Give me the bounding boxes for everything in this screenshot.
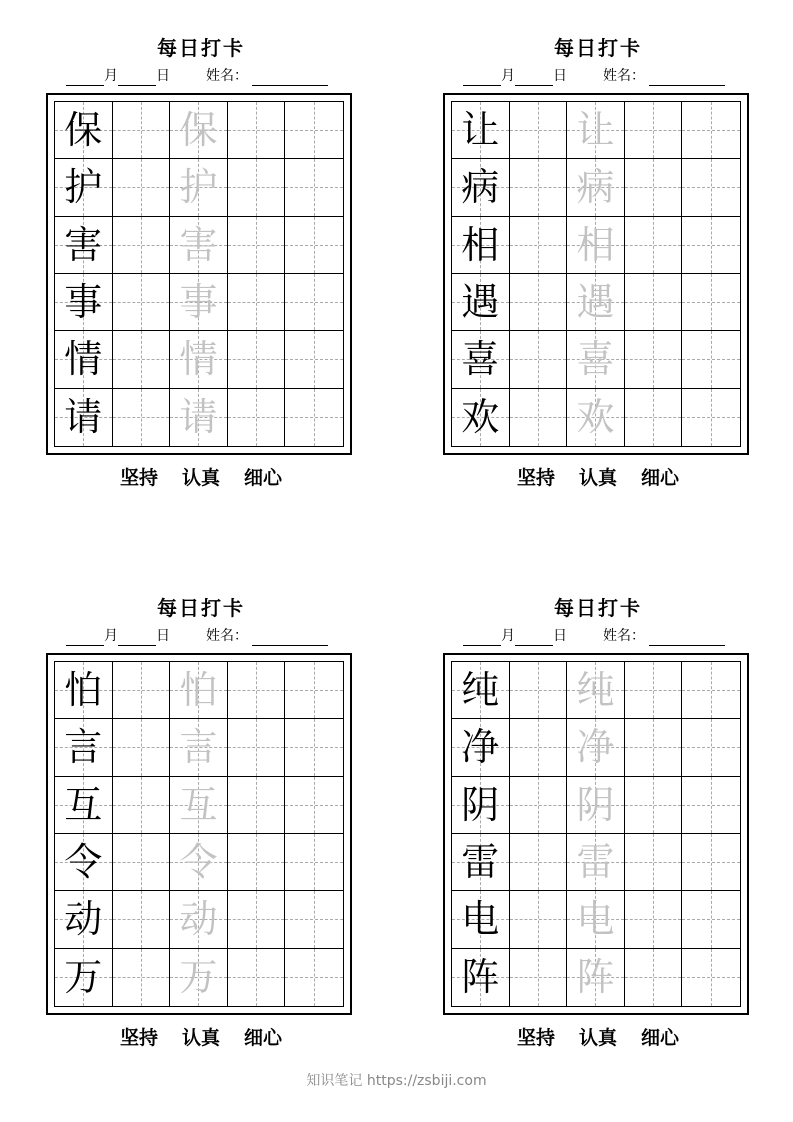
trace-char-cell[interactable] [170,274,228,331]
model-char: 纯 [461,668,500,713]
practice-cell[interactable] [625,719,683,776]
practice-cell[interactable] [228,662,286,719]
day-blank[interactable] [515,69,553,86]
motto-row [443,1025,753,1051]
practice-cell[interactable] [510,891,568,948]
practice-cell[interactable] [228,331,286,388]
motto-row [46,465,356,491]
practice-cell[interactable] [285,274,343,331]
motto-word: 认真 [578,467,617,489]
practice-cell[interactable] [228,834,286,891]
model-char: 动 [64,897,103,942]
practice-cell[interactable] [113,217,171,274]
trace-char-cell[interactable] [170,949,228,1006]
practice-cell[interactable] [682,834,740,891]
model-char-cell [55,662,113,719]
practice-cell[interactable] [625,389,683,446]
motto-word: 认真 [181,1027,220,1049]
motto-word: 细心 [244,1027,283,1049]
trace-char-cell[interactable] [170,777,228,834]
day-label: 日 [156,68,170,84]
trace-char-cell[interactable] [170,102,228,159]
name-label: 姓名： [206,628,248,644]
trace-char: 欢 [576,395,615,440]
practice-cell[interactable] [228,159,286,216]
practice-cell[interactable] [625,834,683,891]
trace-char: 遇 [576,280,615,325]
practice-cell[interactable] [682,217,740,274]
trace-char-cell[interactable] [567,719,625,776]
model-char: 电 [461,897,500,942]
month-blank[interactable] [463,69,501,86]
practice-cell[interactable] [682,719,740,776]
practice-cell[interactable] [285,389,343,446]
practice-cell[interactable] [510,274,568,331]
trace-char: 万 [179,955,218,1000]
practice-cell[interactable] [510,159,568,216]
trace-char-cell[interactable] [170,719,228,776]
practice-cell[interactable] [682,102,740,159]
model-char: 阵 [461,955,500,1000]
model-char: 怕 [64,668,103,713]
tian-grid [451,661,741,1007]
practice-cell[interactable] [285,662,343,719]
practice-cell[interactable] [228,274,286,331]
model-char: 万 [64,955,103,1000]
practice-cell[interactable] [113,274,171,331]
practice-cell[interactable] [510,389,568,446]
practice-cell[interactable] [228,217,286,274]
trace-char: 让 [576,108,615,153]
practice-cell[interactable] [285,159,343,216]
model-char: 遇 [461,280,500,325]
practice-cell[interactable] [682,389,740,446]
model-char: 事 [64,280,103,325]
practice-cell[interactable] [625,159,683,216]
practice-cell[interactable] [682,274,740,331]
practice-cell[interactable] [285,102,343,159]
practice-cell[interactable] [682,891,740,948]
model-char-cell [452,834,510,891]
practice-cell[interactable] [113,662,171,719]
practice-cell[interactable] [113,891,171,948]
trace-char-cell[interactable] [567,217,625,274]
model-char-cell [55,102,113,159]
motto-word: 坚持 [516,467,555,489]
motto-word: 坚持 [119,1027,158,1049]
date-name-row [66,626,328,646]
tian-grid [54,101,344,447]
model-char-cell [452,102,510,159]
practice-cell[interactable] [625,102,683,159]
trace-char: 纯 [576,668,615,713]
trace-char: 情 [179,337,218,382]
practice-cell[interactable] [625,777,683,834]
trace-char-cell[interactable] [567,834,625,891]
trace-char: 害 [179,222,218,267]
trace-char: 电 [576,897,615,942]
trace-char: 保 [179,108,218,153]
practice-cell[interactable] [113,949,171,1006]
trace-char-cell[interactable] [567,274,625,331]
practice-cell[interactable] [113,834,171,891]
month-blank[interactable] [66,629,104,646]
practice-cell[interactable] [625,217,683,274]
motto-word: 细心 [641,467,680,489]
practice-cell[interactable] [285,949,343,1006]
motto-row [443,465,753,491]
tian-grid [54,661,344,1007]
trace-char: 阵 [576,955,615,1000]
practice-cell[interactable] [510,331,568,388]
trace-char-cell[interactable] [170,891,228,948]
date-name-row [463,626,725,646]
model-char: 情 [64,337,103,382]
trace-char-cell[interactable] [170,834,228,891]
practice-cell[interactable] [113,777,171,834]
practice-cell[interactable] [113,102,171,159]
model-char: 阴 [461,782,500,827]
model-char-cell [55,719,113,776]
practice-cell[interactable] [113,719,171,776]
model-char: 请 [64,395,103,440]
name-blank[interactable] [649,629,725,646]
model-char-cell [452,217,510,274]
day-blank[interactable] [118,629,156,646]
trace-char: 怕 [179,668,218,713]
motto-word: 细心 [641,1027,680,1049]
model-char: 喜 [461,337,500,382]
practice-cell[interactable] [228,389,286,446]
model-char-cell [55,389,113,446]
model-char: 净 [461,725,500,770]
model-char: 让 [461,108,500,153]
trace-char-cell[interactable] [170,331,228,388]
date-name-row [463,66,725,86]
model-char-cell [55,777,113,834]
model-char: 令 [64,840,103,885]
trace-char: 相 [576,222,615,267]
trace-char-cell[interactable] [567,777,625,834]
model-char-cell [55,331,113,388]
model-char-cell [452,719,510,776]
practice-cell[interactable] [228,102,286,159]
model-char: 欢 [461,395,500,440]
practice-cell[interactable] [510,217,568,274]
date-name-row [66,66,328,86]
writing-frame [443,93,749,455]
trace-char-cell[interactable] [170,662,228,719]
model-char-cell [452,331,510,388]
practice-cell[interactable] [625,949,683,1006]
practice-cell[interactable] [682,662,740,719]
trace-char-cell[interactable] [567,891,625,948]
model-char-cell [55,949,113,1006]
model-char: 病 [461,165,500,210]
practice-cell[interactable] [682,159,740,216]
name-blank[interactable] [252,629,328,646]
day-label: 日 [156,628,170,644]
trace-char: 事 [179,280,218,325]
model-char: 保 [64,108,103,153]
motto-word: 坚持 [119,467,158,489]
practice-cell[interactable] [625,891,683,948]
trace-char: 雷 [576,840,615,885]
trace-char-cell[interactable] [567,331,625,388]
practice-cell[interactable] [113,331,171,388]
trace-char-cell[interactable] [567,662,625,719]
month-label: 月 [104,68,118,84]
trace-char: 令 [179,840,218,885]
trace-char: 言 [179,725,218,770]
practice-cell[interactable] [510,662,568,719]
name-label: 姓名： [206,68,248,84]
month-label: 月 [501,68,515,84]
trace-char: 病 [576,165,615,210]
model-char-cell [452,949,510,1006]
practice-cell[interactable] [682,949,740,1006]
tian-grid [451,101,741,447]
month-label: 月 [501,628,515,644]
motto-word: 认真 [181,467,220,489]
practice-cell[interactable] [625,274,683,331]
month-label: 月 [104,628,118,644]
model-char-cell [452,159,510,216]
card-title: 每日打卡 [554,596,642,620]
trace-char: 净 [576,725,615,770]
model-char: 相 [461,222,500,267]
name-blank[interactable] [252,69,328,86]
trace-char: 喜 [576,337,615,382]
motto-word: 坚持 [516,1027,555,1049]
month-blank[interactable] [66,69,104,86]
model-char: 护 [64,165,103,210]
trace-char-cell[interactable] [170,159,228,216]
trace-char: 动 [179,897,218,942]
model-char-cell [55,217,113,274]
practice-cell[interactable] [510,949,568,1006]
model-char-cell [452,777,510,834]
day-blank[interactable] [118,69,156,86]
model-char-cell [452,274,510,331]
model-char: 言 [64,725,103,770]
name-label: 姓名： [603,628,645,644]
model-char: 互 [64,782,103,827]
practice-cell[interactable] [228,949,286,1006]
practice-cell[interactable] [113,159,171,216]
motto-row [46,1025,356,1051]
trace-char-cell[interactable] [170,217,228,274]
trace-char: 护 [179,165,218,210]
name-blank[interactable] [649,69,725,86]
writing-frame [46,93,352,455]
trace-char: 阴 [576,782,615,827]
model-char-cell [452,662,510,719]
name-label: 姓名： [603,68,645,84]
practice-cell[interactable] [285,777,343,834]
model-char-cell [55,891,113,948]
card-title: 每日打卡 [554,36,642,60]
card-title: 每日打卡 [157,36,245,60]
practice-cell[interactable] [510,834,568,891]
practice-cell[interactable] [228,719,286,776]
model-char-cell [452,891,510,948]
practice-cell[interactable] [285,891,343,948]
practice-cell[interactable] [682,777,740,834]
model-char-cell [452,389,510,446]
practice-cell[interactable] [682,331,740,388]
practice-cell[interactable] [625,662,683,719]
writing-frame [46,653,352,1015]
practice-cell[interactable] [285,719,343,776]
trace-char-cell[interactable] [567,159,625,216]
trace-char: 请 [179,395,218,440]
practice-cell[interactable] [113,389,171,446]
practice-cell[interactable] [625,331,683,388]
trace-char-cell[interactable] [567,389,625,446]
model-char-cell [55,274,113,331]
trace-char-cell[interactable] [567,102,625,159]
day-label: 日 [553,68,567,84]
practice-cell[interactable] [285,834,343,891]
practice-cell[interactable] [285,217,343,274]
footer-watermark: 知识笔记 https://zsbiji.com [306,1073,487,1089]
model-char-cell [55,834,113,891]
model-char-cell [55,159,113,216]
practice-cell[interactable] [285,331,343,388]
practice-cell[interactable] [510,102,568,159]
practice-cell[interactable] [510,719,568,776]
month-blank[interactable] [463,629,501,646]
model-char: 害 [64,222,103,267]
motto-word: 认真 [578,1027,617,1049]
model-char: 雷 [461,840,500,885]
practice-cell[interactable] [228,891,286,948]
practice-cell[interactable] [510,777,568,834]
trace-char: 互 [179,782,218,827]
trace-char-cell[interactable] [567,949,625,1006]
practice-cell[interactable] [228,777,286,834]
motto-word: 细心 [244,467,283,489]
writing-frame [443,653,749,1015]
card-title: 每日打卡 [157,596,245,620]
day-label: 日 [553,628,567,644]
trace-char-cell[interactable] [170,389,228,446]
day-blank[interactable] [515,629,553,646]
